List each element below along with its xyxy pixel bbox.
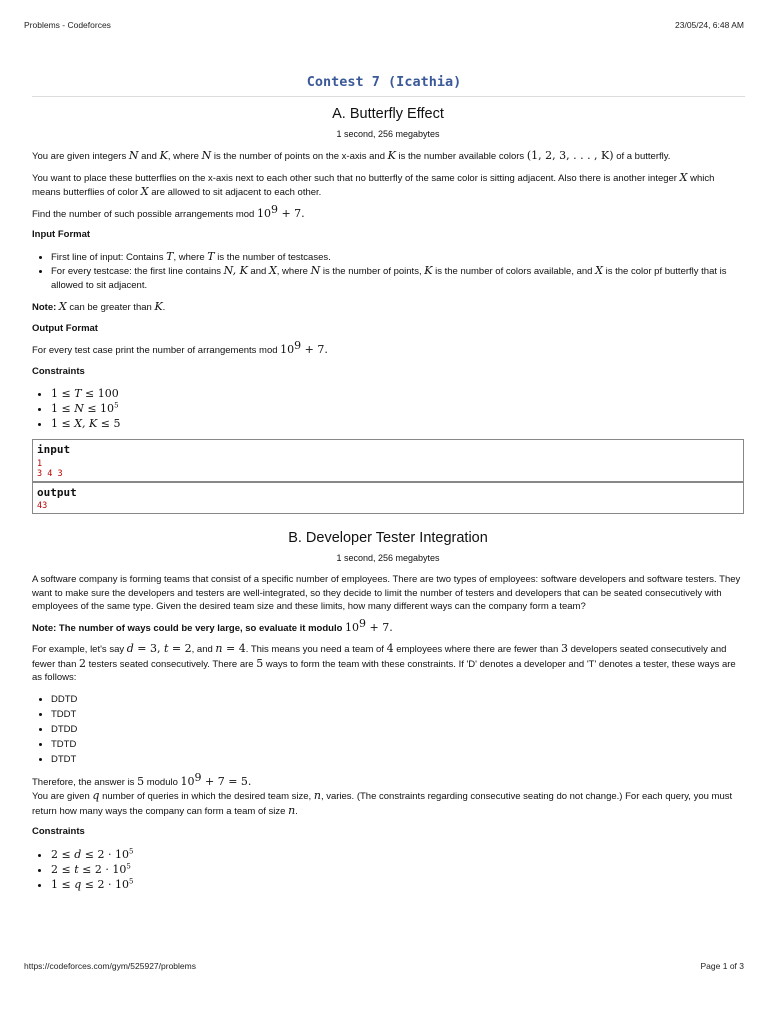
print-footer-page: Page 1 of 3 (700, 961, 744, 971)
problem-a-statement-1: You are given integers N and K, where N is the number of points on the x-axis and K is the number available colors (1, 2, 3, . . . , K) of a butterfly. (32, 149, 671, 162)
problem-a-note: Note: X can be greater than K. (32, 300, 166, 313)
problem-a (32, 108, 744, 514)
problem-b-statement-2: For example, let's say d = 3, t = 2, and n = 4. This means you need a team of 4 employees where there are fewer than 3 developers seated consecutively and fewer than 2 testers seated consecutively. There are 5 ways to form the team with these constraints. If 'D' denotes a developer and 'T' denotes a tester, these ways are as follows: (32, 642, 736, 683)
sample-input[interactable]: 1 3 4 3 (37, 458, 63, 479)
divider (32, 96, 745, 97)
sample-input-box (32, 439, 744, 482)
sample-output-box (32, 482, 744, 515)
input-format-list (32, 250, 744, 293)
constraint-item: • $2 \le d \le 2 \cdot 10^5$ (51, 847, 744, 862)
sample-output-label: output (33, 482, 743, 502)
output-format-text: For every test case print the number of arrangements mod $10^9 + 7$. (32, 338, 328, 356)
list-item: • DDTD (51, 692, 744, 707)
problem-a-constraints (32, 386, 744, 431)
list-item: • First line of input: Contains T, where T is the number of testcases. (51, 250, 744, 265)
problem-a-statement-2: You want to place these butterflies on the x-axis next to each other such that no butterfly of the same color is sitting adjacent. Also there is another integer X which means butterflies of color X are allowed to sit adjacent to each other. (32, 170, 715, 198)
output-format-heading: Output Format (32, 322, 98, 334)
sample-input-label: input (37, 443, 71, 456)
print-footer-url: https://codeforces.com/gym/525927/problems (24, 961, 196, 971)
contest-title[interactable]: Contest 7 (Icathia) (306, 74, 462, 90)
constraints-heading: Constraints (32, 365, 85, 377)
problem-a-title: A. Butterfly Effect (332, 106, 444, 122)
constraint-item: • $2 \le t \le 2 \cdot 10^5$ (51, 862, 744, 877)
list-item: • TDTD (51, 737, 744, 752)
problem-b-statement-1: A software company is forming teams that consist of a specific number of employees. There are two types of employees: software developers and software testers. They want to make sure the developers and testers are well-integrated, so they decide to limit the number of testers and developers that can be seated consecutively with employees of the same type. Given the desired team size and these limits, how many different ways can the company form a team? (32, 574, 741, 612)
list-item: • TDDT (51, 707, 744, 722)
problem-a-limits: 1 second, 256 megabytes (336, 128, 440, 139)
sample-output[interactable]: 43 (37, 501, 48, 511)
problem-b-note: Note: The number of ways could be very large, so evaluate it modulo $10^9 + 7$. (32, 616, 393, 634)
input-format-heading: Input Format (32, 229, 91, 240)
constraint-item: • $1 \le N \le 10^5$ (51, 401, 744, 416)
ways-list (32, 692, 744, 767)
problem-b-title: B. Developer Tester Integration (288, 530, 488, 546)
problem-a-statement-3: Find the number of such possible arrangements mod $10^9 + 7$. (32, 202, 305, 220)
problem-b-limits: 1 second, 256 megabytes (336, 552, 440, 563)
problem-b-statement-3: Therefore, the answer is 5 modulo $10^9 + 7 = 5$. (32, 770, 252, 788)
print-header-title: Problems - Codeforces (24, 20, 111, 30)
problem-b-statement-4: You are given q number of queries in which the desired team size, n, varies. (The constraints regarding consecutive seating do not change.) For each query, you must return how many ways the company can form a team of size n. (32, 789, 733, 817)
constraint-item: • 1 ≤ X, K ≤ 5 (51, 416, 744, 431)
constraint-item: • $1 \le q \le 2 \cdot 10^5$ (51, 877, 744, 892)
constraints-heading: Constraints (32, 826, 85, 837)
problem-b (32, 532, 744, 892)
list-item: • DTDT (51, 752, 744, 767)
constraint-item: • 1 ≤ T ≤ 100 (51, 386, 744, 401)
problem-b-constraints (32, 847, 744, 892)
print-header-datetime: 23/05/24, 6:48 AM (675, 20, 744, 30)
list-item: • DTDD (51, 722, 744, 737)
problems-content (32, 104, 744, 900)
list-item: • For every testcase: the first line contains N, K and X, where N is the number of points, K is the number of colors available, and X is the color pf butterfly that is allowed to sit adjacent. (51, 264, 744, 292)
